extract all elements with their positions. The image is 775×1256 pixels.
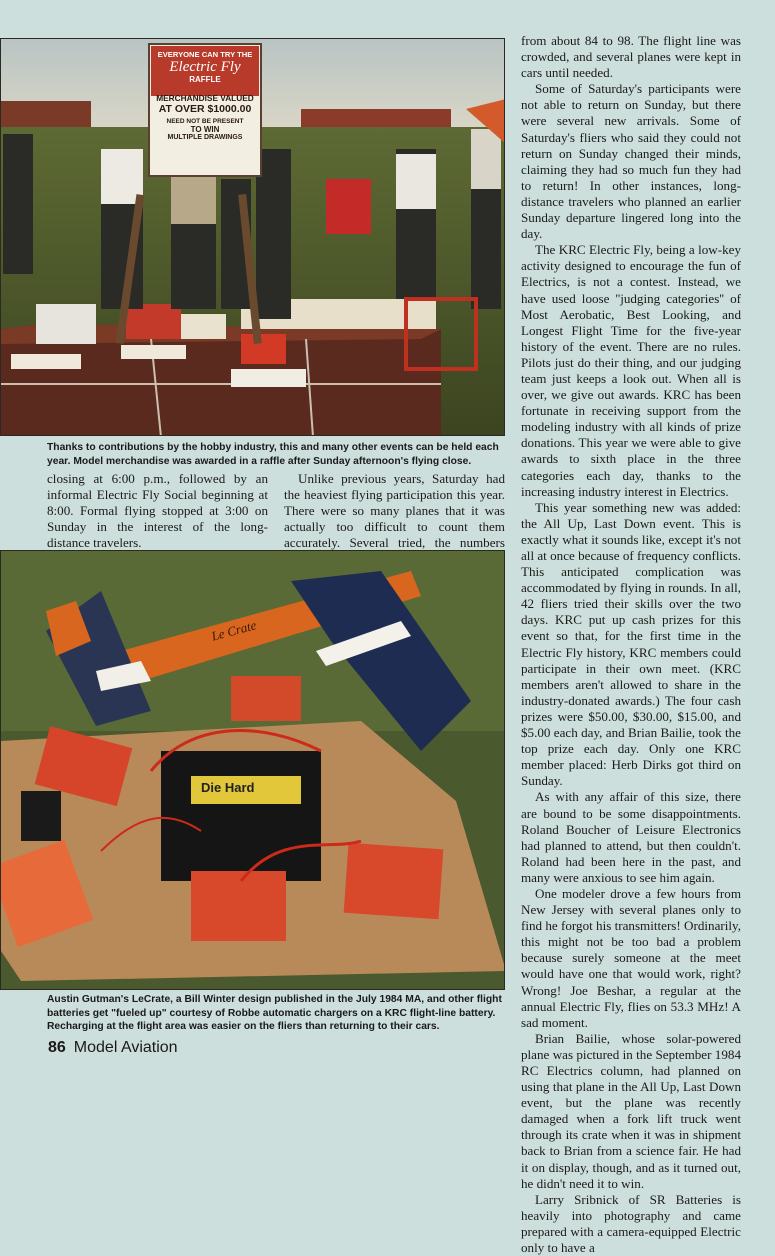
caption-top: Thanks to contributions by the hobby industry, this and many other events can be held each year. Model merchandise was awarded in a raffle after Sunday afternoon's flying close. (47, 442, 499, 467)
sign-line-5: AT OVER $1000.00 (158, 103, 252, 115)
sign-line-6: NEED NOT BE PRESENT (166, 118, 244, 125)
right-paragraph-7: Brian Bailie, whose solar-powered plane was pictured in the September 1984 RC Electrics column, had planned on using that plane in the All Up, Last Down event, but the plane was recently damaged when a fork lift truck went through its crate when it was in shipment back to Brian from a science fair. He had it on display, though, and as it turned out, he didn't need it to win. (521, 1030, 741, 1191)
right-paragraph-4: This year something new was added: the All Up, Last Down event. This is exactly what it sounds like, except it's not all at once because of frequency conflicts. This anticipated complication was accommodated by flying in rounds. In all, 42 fliers tried their skills over the two days. KRC put up cash prizes for this event so that, for the first time in the Electric Fly history, KRC members could participate in their own meet. (KRC members aren't allowed to share in the industry-donated awards.) The four cash prizes were $50.00, $30.00, $15.00, and $5.00 each day, and Brian Bailie, took the top prize each day. Only one KRC member placed: Herb Dirks got third on Sunday. (521, 499, 741, 789)
sign-line-1: EVERYONE CAN TRY THE (157, 50, 253, 59)
photo-raffle-table (0, 38, 505, 436)
mid-column-right-text: Unlike previous years, Saturday had the heaviest flying participation this year. There were so many planes that it was actually too difficult to count them accurately. Several tried, the numbers (284, 471, 505, 551)
sign-line-7: TO WIN (190, 125, 220, 134)
battery-label: Die Hard (201, 780, 255, 795)
mid-column-left-text: closing at 6:00 p.m., followed by an informal Electric Fly Social beginning at 8:00. Formal flying stopped at 3:00 on Sunday in the interest of the long-distance travelers. (47, 471, 268, 551)
right-paragraph-5: As with any affair of this size, there are bound to be some disappointments. Roland Boucher of Leisure Electronics had planned to attend, but then couldn't. Roland had been here in the past, and many were anxious to see him again. (521, 789, 741, 885)
right-paragraph-3: The KRC Electric Fly, being a low-key activity designed to encourage the fun of Electrics, is not a contest. Instead, we have used loose ''judging categories'' of Most Aerobatic, Best Looking, and Longest Flight Time for the five-year history of the event. There are no rules. Pilots just do their thing, and our judging team just keeps a look out. When all is over, we give out awards. KRC has been fortunate in receiving support from the modeling industry with all kinds of prize donations. This year we were able to give awards to sixth place in the three categories each day, thanks to the increasing industry interest in Electrics. (521, 242, 741, 499)
caption-bottom: Austin Gutman's LeCrate, a Bill Winter design published in the July 1984 MA, and other flight batteries get "fueled up" courtesy of Robbe automatic chargers on a KRC flight-line battery. Recharging at the flight area was easier on the fliers than returning to their cars. (47, 994, 502, 1033)
page-number: 86 (48, 1039, 66, 1056)
plane-label: Le Crate (209, 617, 258, 644)
right-column (521, 33, 741, 1256)
right-paragraph-1: from about 84 to 98. The flight line was crowded, and several planes were kept in cars until needed. (521, 33, 741, 81)
mid-column-left (47, 471, 268, 551)
sign-line-4: MERCHANDISE VALUED (156, 93, 254, 103)
raffle-sign (149, 44, 261, 176)
photo-battery-chargers (0, 550, 505, 990)
right-paragraph-6: One modeler drove a few hours from New Jersey with several planes only to find he forgot his transmitters! Ordinarily, this might not be too bad a problem because surely someone at the meet would have one that would work, right? Wrong! Joe Beshar, a regular at the annual Electric Fly, flies on 53.3 MHz! A sad moment. (521, 885, 742, 1030)
sign-line-2: Electric Fly (169, 59, 241, 75)
sign-line-3: RAFFLE (189, 75, 221, 84)
sign-line-8: MULTIPLE DRAWINGS (167, 134, 243, 141)
magazine-name: Model Aviation (73, 1039, 178, 1056)
right-paragraph-8: Larry Sribnick of SR Batteries is heavily into photography and came prepared with a camera-equipped Electric only to have a (521, 1191, 741, 1256)
page-footer (48, 1039, 178, 1057)
right-paragraph-2: Some of Saturday's participants were not able to return on Sunday, but there were several new arrivals. Some of Saturday's fliers who said they could not return on Sunday changed their minds, claiming they had so much fun they had to return! In other instances, long-distance travelers who planned an earlier Sunday departure lingered long into the day. (521, 81, 741, 242)
